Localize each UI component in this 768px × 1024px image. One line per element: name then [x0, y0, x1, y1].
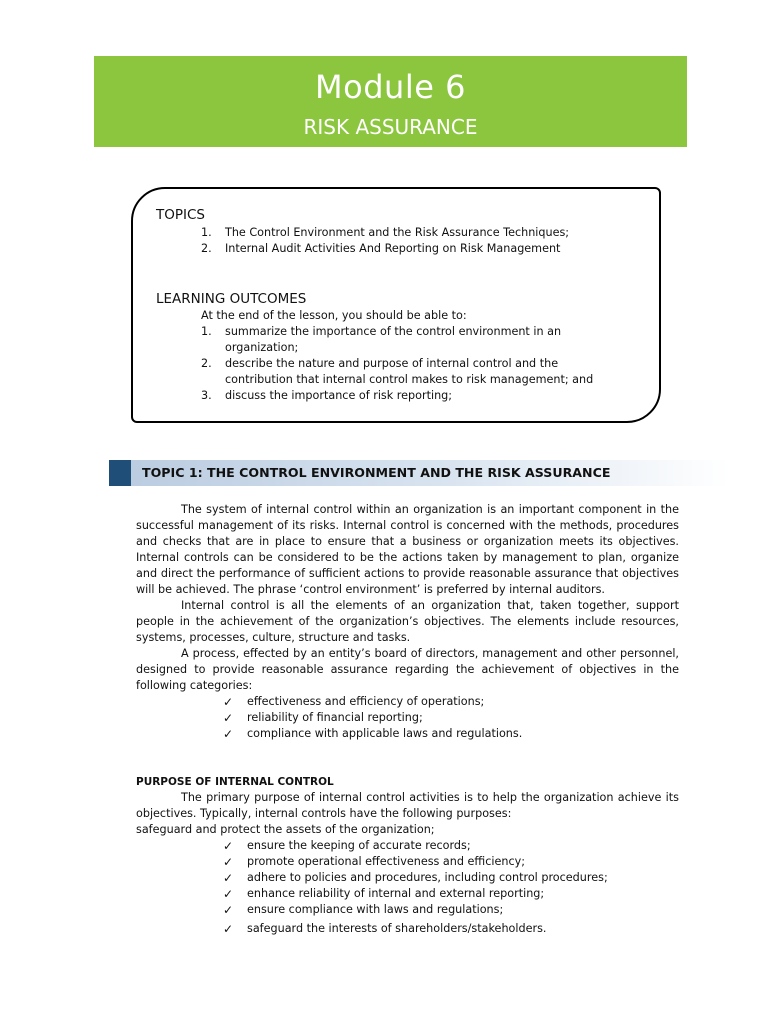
section-title: PURPOSE OF INTERNAL CONTROL	[136, 776, 334, 788]
outcomes-intro: At the end of the lesson, you should be able to:	[201, 309, 467, 322]
topic1-body	[136, 502, 679, 742]
check-icon: ✓	[223, 839, 234, 853]
check-icon: ✓	[223, 855, 234, 869]
list-item: ✓ adhere to policies and procedures, including control procedures;	[223, 871, 608, 885]
topic-item: 2. Internal Audit Activities And Reporting on Risk Management	[201, 242, 561, 255]
paragraph: The system of internal control within an organization is an important component in the successful management of its risks. Internal control is concerned with the methods, procedures and checks that are in place to ensure that a business or organization meets its objectives. Internal controls can be considered to be the actions taken by management to plan, organize and direct the performance of sufficient actions to provide reasonable assurance that objectives will be achieved. The phrase ‘control environment’ is preferred by internal auditors.	[136, 503, 679, 596]
list-item: ✓ ensure the keeping of accurate records;	[223, 839, 471, 853]
list-item: ✓ enhance reliability of internal and external reporting;	[223, 887, 545, 901]
categories-list	[136, 694, 679, 742]
check-icon: ✓	[223, 887, 234, 901]
module-banner	[94, 56, 687, 147]
topic-item: 1. The Control Environment and the Risk Assurance Techniques;	[201, 226, 570, 239]
check-icon: ✓	[223, 711, 234, 725]
topic-marker	[109, 460, 131, 486]
purpose-lead: safeguard and protect the assets of the organization;	[136, 823, 435, 836]
outcome-item-cont: contribution that internal control makes to risk management; and	[225, 373, 594, 386]
outcome-item-cont: organization;	[225, 341, 299, 354]
topic1-header	[109, 460, 729, 486]
outcome-item: 3. discuss the importance of risk reporting;	[201, 389, 453, 402]
purpose-section	[136, 774, 679, 937]
list-item: ✓ promote operational effectiveness and efficiency;	[223, 855, 525, 869]
topics-heading: TOPICS	[156, 207, 205, 223]
paragraph: A process, effected by an entity’s board of directors, management and other personnel, designed to provide reasonable assurance regarding the achievement of objectives in the following categories:	[136, 647, 679, 692]
purposes-list	[136, 838, 679, 937]
check-icon: ✓	[223, 871, 234, 885]
check-icon: ✓	[223, 903, 234, 917]
topic1-title: TOPIC 1: THE CONTROL ENVIRONMENT AND THE RISK ASSURANCE	[142, 465, 611, 480]
list-item: ✓ effectiveness and efficiency of operations;	[223, 695, 485, 709]
check-icon: ✓	[223, 727, 234, 741]
paragraph: Internal control is all the elements of an organization that, taken together, support people in the achievement of the organization’s objectives. The elements include resources, systems, processes, culture, structure and tasks.	[136, 599, 679, 644]
list-item: ✓ reliability of financial reporting;	[223, 711, 423, 725]
list-item: ✓ ensure compliance with laws and regulations;	[223, 903, 504, 917]
module-title: Module 6	[315, 68, 466, 106]
overview-box	[131, 187, 661, 423]
module-subtitle: RISK ASSURANCE	[303, 115, 478, 139]
list-item: ✓ compliance with applicable laws and regulations.	[223, 727, 523, 741]
check-icon: ✓	[223, 922, 234, 936]
outcome-item: 2. describe the nature and purpose of internal control and the	[201, 357, 559, 370]
outcome-item: 1. summarize the importance of the control environment in an	[201, 325, 562, 338]
learning-outcomes-heading: LEARNING OUTCOMES	[156, 291, 307, 307]
list-item: ✓ safeguard the interests of shareholders/stakeholders.	[223, 922, 547, 936]
paragraph: The primary purpose of internal control activities is to help the organization achieve its objectives. Typically, internal controls have the following purposes:	[136, 791, 679, 820]
check-icon: ✓	[223, 695, 234, 709]
